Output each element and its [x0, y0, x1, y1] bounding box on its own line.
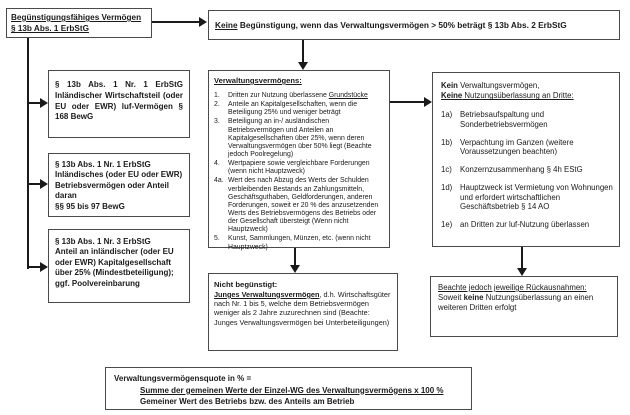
list-item [441, 220, 613, 230]
not-favored-body [214, 290, 390, 327]
item-text-underlined: Grundstücke [328, 92, 368, 99]
arrow-to-luf-head [40, 98, 48, 108]
arrow-adminassets-to-notfavored-line [294, 248, 296, 265]
item-number: 1e) [441, 220, 453, 230]
item-text: Verpachtung im Ganzen (weitere Voraussetzungen beachten) [460, 137, 574, 157]
no-admin-line1-rest: Verwaltungsvermögen, [457, 81, 540, 90]
arrow-left-trunk-line [27, 38, 29, 269]
list-item [214, 118, 385, 159]
betriebsvermoegen-text: Inländisches (oder EU oder EWR) Betriebsvermögen oder Anteil daran [55, 170, 183, 201]
exceptions-body [438, 293, 610, 313]
arrow-to-luf-line [27, 102, 40, 104]
item-text: Kunst, Sammlungen, Münzen, etc. (wenn nicht Hauptzweck) [228, 235, 371, 251]
formula-title: Verwaltungsvermögensquote in % = [114, 374, 252, 383]
formula-numerator: Summe der gemeinen Werte der Einzel-WG des Verwaltungsvermögens x 100 % [140, 385, 444, 395]
kapitalgesellschaft-text: Anteil an inländischer (oder EU oder EWR) Kapitalgesellschaft über 25% (Mindestbeteiligung); ggf. Poolvereinbarung [55, 247, 174, 288]
item-text [228, 92, 385, 100]
kapitalgesellschaft-statute: § 13b Abs. 1 Nr. 3 ErbStG [55, 237, 151, 246]
item-text-plain: Dritten zur Nutzung überlassene [228, 92, 329, 99]
arrow-noadmin-to-exceptions-line [521, 247, 523, 268]
item-number: 1b) [441, 137, 453, 147]
box-luf-vermoegen [48, 70, 190, 138]
item-number: 4. [214, 160, 220, 168]
exceptions-pre: Soweit [438, 293, 464, 303]
box-not-favored [208, 273, 398, 351]
no-benefit-text [215, 20, 567, 30]
item-text: Beteiligung an in-/ ausländischen Betriebsvermögen und Anteilen an Kapitalgesellschaften über 25%, wenn deren Verwaltungsvermögen über 50% liegt (Beachte jedoch Poolregelung) [228, 118, 372, 158]
box-no-benefit [208, 10, 620, 40]
box-no-admin-assets [432, 72, 620, 247]
eligible-assets-title: Begünstigungsfähiges Vermögen [11, 13, 142, 22]
box-betriebsvermoegen [48, 153, 190, 217]
betriebsvermoegen-bewg: §§ 95 bis 97 BewG [55, 201, 125, 211]
not-favored-title: Nicht begünstigt: [214, 280, 278, 289]
list-item [214, 177, 385, 234]
item-number: 2. [214, 101, 220, 109]
no-admin-line2-rest: Nutzungsüberlassung an Dritte: [462, 91, 574, 101]
admin-assets-title: Verwaltungsvermögens: [214, 76, 302, 85]
arrow-adminassets-to-noadmin-line [390, 101, 424, 103]
no-admin-line1 [441, 81, 613, 91]
exceptions-post: Nutzungsüberlassung an einen weiteren Dritten erfolgt [438, 293, 594, 313]
arrow-to-kapitalgesellschaft-line [27, 266, 40, 268]
not-favored-lead: Junges Verwaltungsvermögen [214, 289, 320, 299]
list-item [441, 138, 613, 157]
item-text: an Dritten zur luf-Nutzung überlassen [460, 220, 590, 230]
no-admin-line2 [441, 91, 613, 101]
item-number: 3. [214, 118, 220, 126]
item-text: Wertpapiere sowie vergleichbare Forderungen (wenn nicht Hauptzweck) [228, 160, 370, 176]
list-item [441, 165, 613, 175]
list-item [214, 160, 385, 176]
list-item [214, 101, 385, 117]
arrow-to-betriebsvermoegen-head [40, 179, 48, 189]
item-number: 1d) [441, 182, 453, 192]
box-formula [105, 367, 472, 410]
eligible-assets-statute: § 13b Abs. 1 ErbStG [11, 24, 89, 34]
exceptions-heading: Beachte jedoch jeweilige Rückausnahmen: [438, 283, 587, 292]
no-admin-assets-header [441, 81, 613, 101]
item-number: 1. [214, 92, 220, 99]
arrow-to-betriebsvermoegen-line [27, 183, 40, 185]
arrow-eligible-to-nobenefit-head [199, 17, 207, 27]
item-number: 1a) [441, 110, 453, 120]
not-favored-rest: , d.h. Wirtschaftsgüter nach Nr. 1 bis 5, welche dem Betriebsvermögen weniger als 2 Jahre zuzurechnen sind (Beachte: Junges Verwaltungsvermögen bei Unterbeteiligungen) [214, 289, 391, 327]
arrow-adminassets-to-notfavored-head [290, 265, 300, 273]
arrow-nobenefit-to-adminassets-line [302, 40, 304, 62]
no-benefit-rest: Begünstigung, wenn das Verwaltungsvermögen > 50% beträgt § 13b Abs. 2 ErbStG [237, 20, 567, 30]
arrow-eligible-to-nobenefit-line [152, 21, 199, 23]
arrow-noadmin-to-exceptions-head [517, 268, 527, 276]
list-item [441, 110, 613, 129]
no-admin-line1-bold: Kein [441, 81, 458, 90]
no-benefit-keyword: Keine [215, 20, 238, 30]
item-text: Anteile an Kapitalgesellschaften, wenn die Beteiligung 25% und weniger beträgt [228, 101, 358, 117]
item-text: Konzernzusammenhang § 4h EStG [460, 165, 583, 175]
formula-denominator: Gemeiner Wert des Betriebs bzw. des Anteils am Betrieb [140, 397, 355, 407]
arrow-adminassets-to-noadmin-head [424, 97, 432, 107]
list-item [441, 183, 613, 212]
box-exceptions [430, 276, 618, 337]
arrow-nobenefit-to-adminassets-head [298, 62, 308, 70]
no-admin-line2-bold: Keine [441, 91, 463, 101]
box-admin-assets-list [208, 70, 390, 251]
item-number: 1c) [441, 165, 452, 175]
luf-vermoegen-text: § 13b Abs. 1 Nr. 1 ErbStG Inländischer Wirtschaftsteil (oder EU oder EWR) luf-Vermögen § 168 BewG [55, 80, 183, 122]
box-kapitalgesellschaft [48, 229, 190, 303]
arrow-to-kapitalgesellschaft-head [40, 262, 48, 272]
box-eligible-assets [6, 8, 152, 38]
exceptions-keyword: keine [463, 293, 484, 303]
betriebsvermoegen-statute: § 13b Abs. 1 Nr. 1 ErbStG [55, 160, 151, 169]
item-text: Betriebsaufspaltung und Sonderbetriebsvermögen [460, 110, 548, 129]
item-text: Wert des nach Abzug des Werts der Schulden verbleibenden Bestands an Zahlungsmitteln, Geschäftsguthaben, Geldforderungen, anderen Forderungen, soweit er 20 % des anzusetzenden Werts des Betriebsvermögens des Betriebs oder der Gesellschaft übersteigt (Wenn nicht Hauptzweck) [228, 177, 379, 234]
item-text: Hauptzweck ist Vermietung von Wohnungen und erfordert wirtschaftlichen Geschäftsbetrieb § 14 AO [460, 182, 613, 212]
item-number: 5. [214, 235, 220, 243]
list-item [214, 235, 385, 251]
list-item [214, 92, 385, 100]
item-number: 4a. [214, 177, 224, 185]
